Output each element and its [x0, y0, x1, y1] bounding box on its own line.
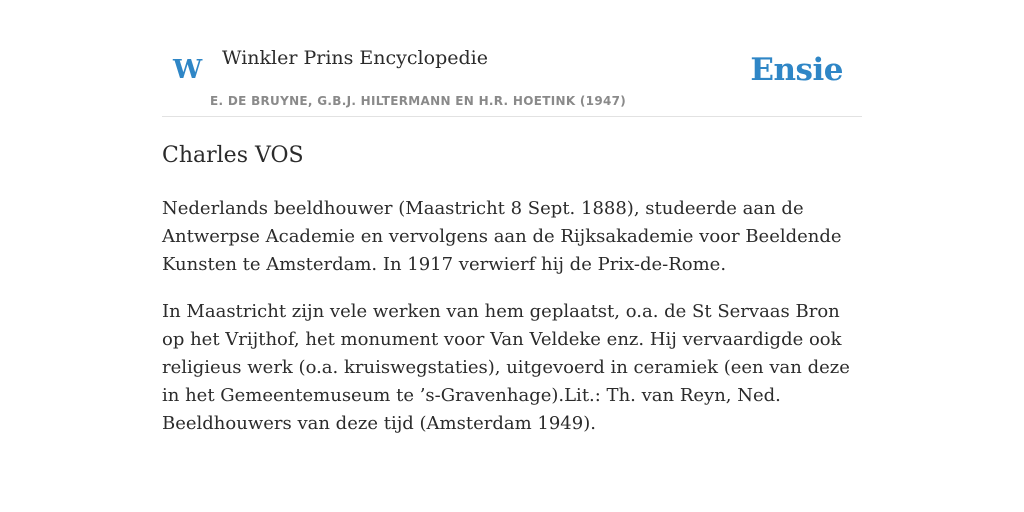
- article: [162, 117, 862, 438]
- encyclopedia-logo[interactable]: W: [173, 55, 203, 85]
- article-title: Charles VOS: [162, 143, 304, 168]
- source-authors: E. DE BRUYNE, G.B.J. HILTERMANN EN H.R. HOETINK (1947): [210, 94, 627, 108]
- article-paragraph: Nederlands beeldhouwer (Maastricht 8 Sept. 1888), studeerde aan de Antwerpse Academie en vervolgens aan de Rijksakademie voor Beeldende Kunsten te Amsterdam. In 1917 verwierf hij de Prix-de-Rome.: [162, 198, 842, 275]
- source-title[interactable]: Winkler Prins Encyclopedie: [222, 47, 488, 69]
- source-header: [162, 40, 862, 117]
- ensie-logo[interactable]: Ensie: [750, 52, 843, 88]
- encyclopedia-card: [162, 40, 862, 457]
- article-paragraph: In Maastricht zijn vele werken van hem geplaatst, o.a. de St Servaas Bron op het Vrijthof, het monument voor Van Veldeke enz. Hij vervaardigde ook religieus werk (o.a. kruiswegstaties), uitgevoerd in ceramiek (een van deze in het Gemeentemuseum te ’s-Gravenhage).Lit.: Th. van Reyn, Ned. Beeldhouwers van deze tijd (Amsterdam 1949).: [162, 301, 850, 434]
- article-body: [162, 195, 862, 438]
